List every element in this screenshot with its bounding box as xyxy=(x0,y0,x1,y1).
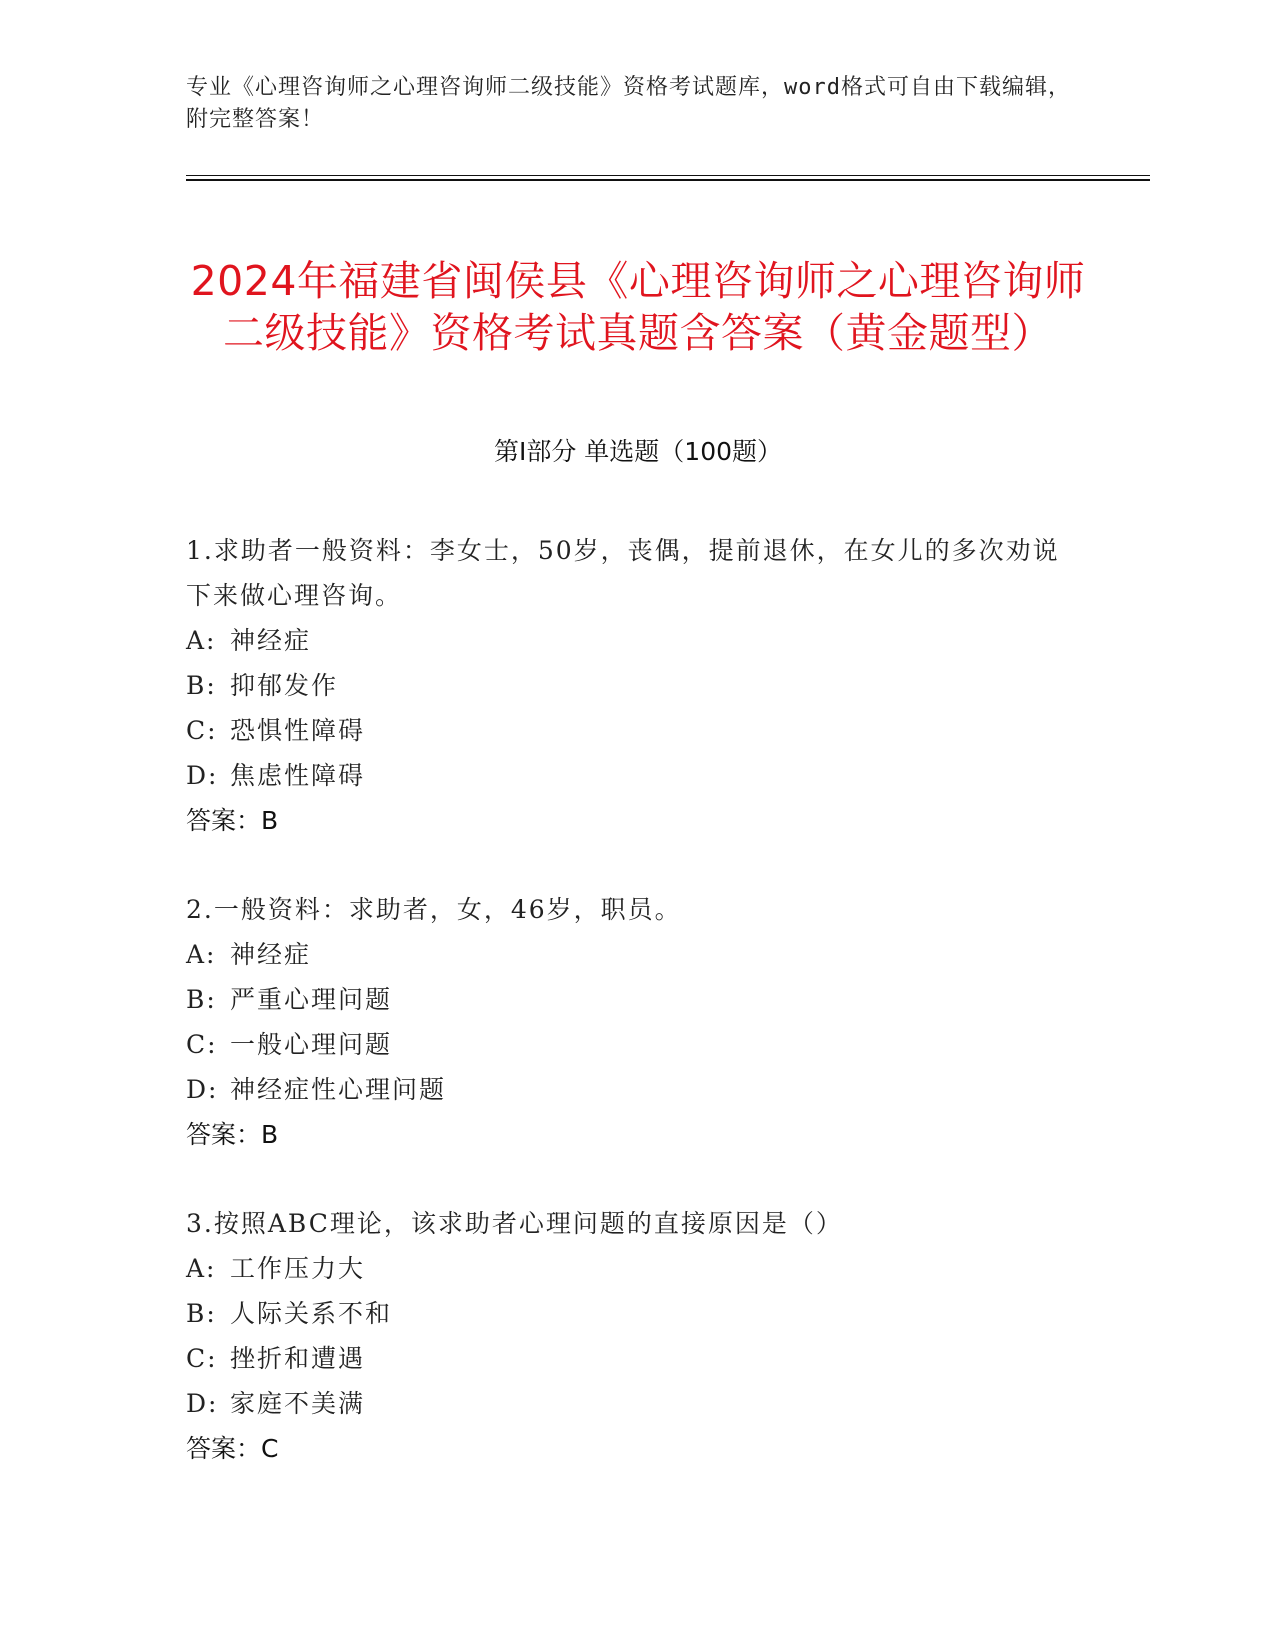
option-text: 神经症 xyxy=(230,940,312,969)
option-letter: C: xyxy=(186,1030,218,1059)
question-2 xyxy=(186,887,1066,1157)
option-b xyxy=(186,663,1066,708)
option-letter: C: xyxy=(186,716,218,745)
option-letter: B: xyxy=(186,1299,217,1328)
question-1 xyxy=(186,528,1066,843)
option-b xyxy=(186,977,1066,1022)
document-title: 2024年福建省闽侯县《心理咨询师之心理咨询师二级技能》资格考试真题含答案（黄金题型） xyxy=(190,257,1086,358)
option-text: 人际关系不和 xyxy=(230,1299,393,1328)
option-letter: C: xyxy=(186,1344,218,1373)
option-letter: A: xyxy=(186,940,217,969)
option-d xyxy=(186,753,1066,798)
option-d xyxy=(186,1381,1066,1426)
option-letter: D: xyxy=(186,1075,219,1104)
question-stem: 1.求助者一般资料：李女士，50岁，丧偶，提前退休，在女儿的多次劝说下来做心理咨询。 xyxy=(186,536,1060,610)
option-letter: D: xyxy=(186,761,219,790)
header-note: 专业《心理咨询师之心理咨询师二级技能》资格考试题库，word格式可自由下载编辑，附完整答案！ xyxy=(186,75,1071,132)
question-stem: 3.按照ABC理论，该求助者心理问题的直接原因是（） xyxy=(186,1209,843,1238)
option-text: 抑郁发作 xyxy=(230,671,339,700)
option-a xyxy=(186,932,1066,977)
question-list xyxy=(186,528,1066,1515)
option-letter: B: xyxy=(186,671,217,700)
header-divider-thin xyxy=(186,175,1150,176)
option-text: 神经症 xyxy=(230,626,312,655)
answer-line: 答案：C xyxy=(186,1434,279,1463)
section-heading: 第I部分 单选题（100题） xyxy=(493,437,783,466)
option-c xyxy=(186,1022,1066,1067)
header-divider-thick xyxy=(186,179,1150,181)
option-text: 焦虑性障碍 xyxy=(230,761,366,790)
option-b xyxy=(186,1291,1066,1336)
answer-line: 答案：B xyxy=(186,806,279,835)
option-letter: A: xyxy=(186,626,217,655)
option-c xyxy=(186,708,1066,753)
option-letter: B: xyxy=(186,985,217,1014)
option-c xyxy=(186,1336,1066,1381)
option-letter: A: xyxy=(186,1254,217,1283)
option-text: 家庭不美满 xyxy=(230,1389,366,1418)
option-text: 挫折和遭遇 xyxy=(230,1344,366,1373)
option-a xyxy=(186,1246,1066,1291)
option-text: 工作压力大 xyxy=(230,1254,366,1283)
option-text: 恐惧性障碍 xyxy=(230,716,366,745)
answer-line: 答案：B xyxy=(186,1120,279,1149)
option-a xyxy=(186,618,1066,663)
question-stem: 2.一般资料：求助者，女，46岁，职员。 xyxy=(186,895,682,924)
option-letter: D: xyxy=(186,1389,219,1418)
option-d xyxy=(186,1067,1066,1112)
option-text: 一般心理问题 xyxy=(230,1030,393,1059)
option-text: 神经症性心理问题 xyxy=(230,1075,447,1104)
question-3 xyxy=(186,1201,1066,1471)
option-text: 严重心理问题 xyxy=(230,985,393,1014)
